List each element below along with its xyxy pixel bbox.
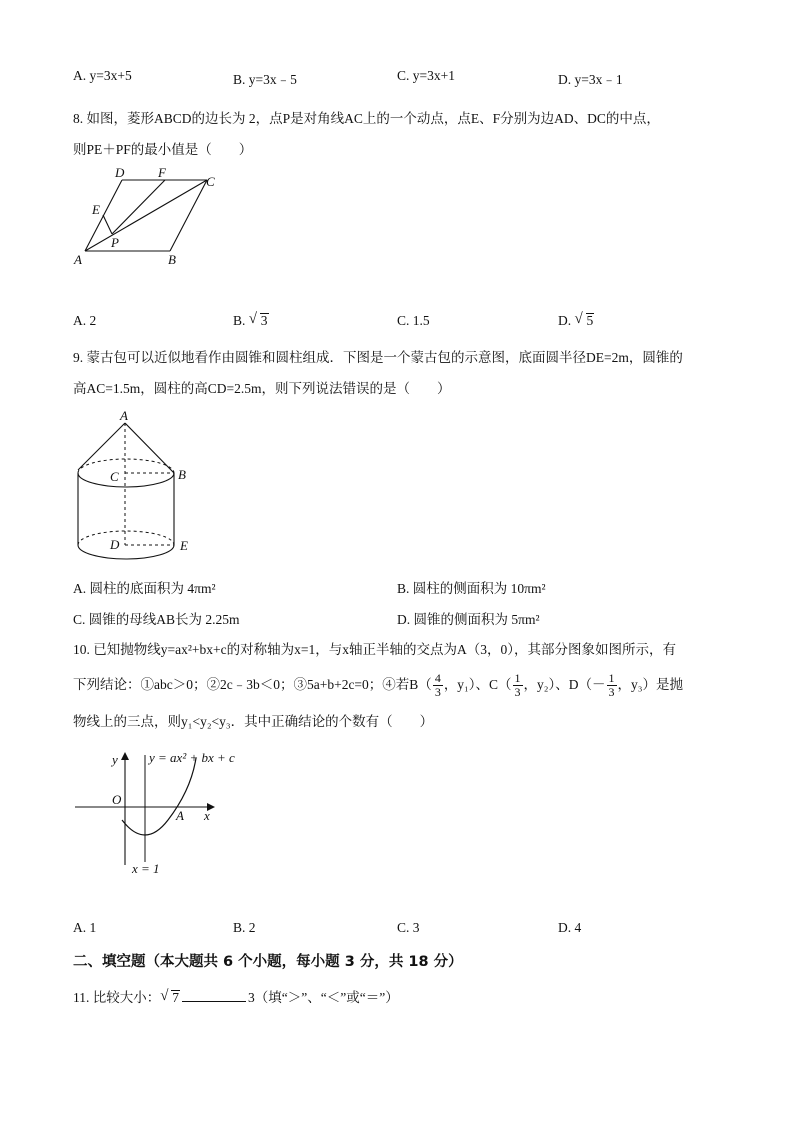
yurt-figure — [70, 405, 210, 565]
graph-label-x: x — [204, 808, 210, 823]
rhombus-label-a: A — [74, 252, 82, 267]
answer-blank[interactable] — [182, 989, 246, 1002]
yurt-label-b: B — [178, 467, 186, 482]
yurt-label-d: D — [110, 537, 120, 552]
q9-stem-line1: 9. 蒙古包可以近似地看作由圆锥和圆柱组成．下图是一个蒙古包的示意图，底面圆半径DE=2m，圆锥的 — [73, 350, 683, 365]
rhombus-figure — [70, 160, 230, 270]
fraction-c: $\frac{1}{3}$ — [514, 671, 521, 700]
graph-label-o: O — [112, 792, 122, 807]
yurt-label-e: E — [180, 538, 188, 553]
q8-option-a: A. 2 — [73, 313, 97, 328]
section-heading: 二、填空题（本大题共 6 个小题，每小题 3 分，共 18 分） — [73, 954, 463, 970]
q9-option-c: C. 圆锥的母线AB长为 2.25m — [73, 612, 240, 627]
q8-option-d: D. √ 5 — [558, 311, 594, 328]
yurt-label-c: C — [110, 469, 119, 484]
q7-option-b: B. y=3x﹣5 — [233, 72, 297, 87]
fraction-b: $\frac{4}{3}$ — [434, 671, 441, 700]
graph-axis-label: x = 1 — [132, 861, 160, 876]
q10-option-d: D. 4 — [558, 920, 582, 935]
rhombus-label-b: B — [168, 252, 176, 267]
q9-option-d: D. 圆锥的侧面积为 5πm² — [397, 612, 540, 627]
graph-label-y: y — [112, 752, 118, 767]
q7-option-a: A. y=3x+5 — [73, 68, 132, 83]
q9-option-a: A. 圆柱的底面积为 4πm² — [73, 581, 216, 596]
rhombus-label-d: D — [115, 165, 125, 180]
parabola-figure — [70, 740, 250, 880]
q10-option-b: B. 2 — [233, 920, 256, 935]
q10-stem-line2: 下列结论：①abc＞0；②2c﹣3b＜0；③5a+b+2c=0；④若B（ $\frac{4}{3}$ ，y₁）、C（ $\frac{1}{3}$ ，y₂）、D（－ $\frac{1}{3}$ ，y₃）是抛 — [73, 671, 683, 700]
q8-stem-line2: 则PE＋PF的最小值是（ ） — [73, 142, 253, 157]
q10-option-c: C. 3 — [397, 920, 420, 935]
rhombus-label-f: F — [158, 165, 166, 180]
fraction-d: $\frac{1}{3}$ — [608, 671, 615, 700]
q7-option-d: D. y=3x﹣1 — [558, 72, 623, 87]
graph-label-a: A — [176, 808, 184, 823]
rhombus-label-p: P — [111, 235, 119, 250]
graph-equation: y = ax² + bx + c — [149, 750, 235, 765]
q7-option-c: C. y=3x+1 — [397, 68, 455, 83]
q9-option-b: B. 圆柱的侧面积为 10πm² — [397, 581, 546, 596]
yurt-label-a: A — [120, 408, 128, 423]
q8-stem-line1: 8. 如图，菱形ABCD的边长为 2，点P是对角线AC上的一个动点，点E、F分别为边AD、DC的中点， — [73, 111, 660, 126]
q9-stem-line2: 高AC=1.5m，圆柱的高CD=2.5m，则下列说法错误的是（ ） — [73, 381, 451, 396]
q10-stem-line1: 10. 已知抛物线y=ax²+bx+c的对称轴为x=1，与x轴正半轴的交点为A（3，0），其部分图象如图所示，有 — [73, 642, 676, 657]
q10-stem-line3: 物线上的三点，则y₁<y₂<y₃．其中正确结论的个数有（ ） — [73, 714, 434, 729]
rhombus-label-c: C — [206, 174, 215, 189]
q8-option-b: B. √ 3 — [233, 311, 268, 328]
q8-option-c: C. 1.5 — [397, 313, 430, 328]
q11-stem: 11. 比较大小： √ 7 3（填“＞”、“＜”或“＝”） — [73, 988, 399, 1005]
rhombus-label-e: E — [92, 202, 100, 217]
q10-option-a: A. 1 — [73, 920, 97, 935]
